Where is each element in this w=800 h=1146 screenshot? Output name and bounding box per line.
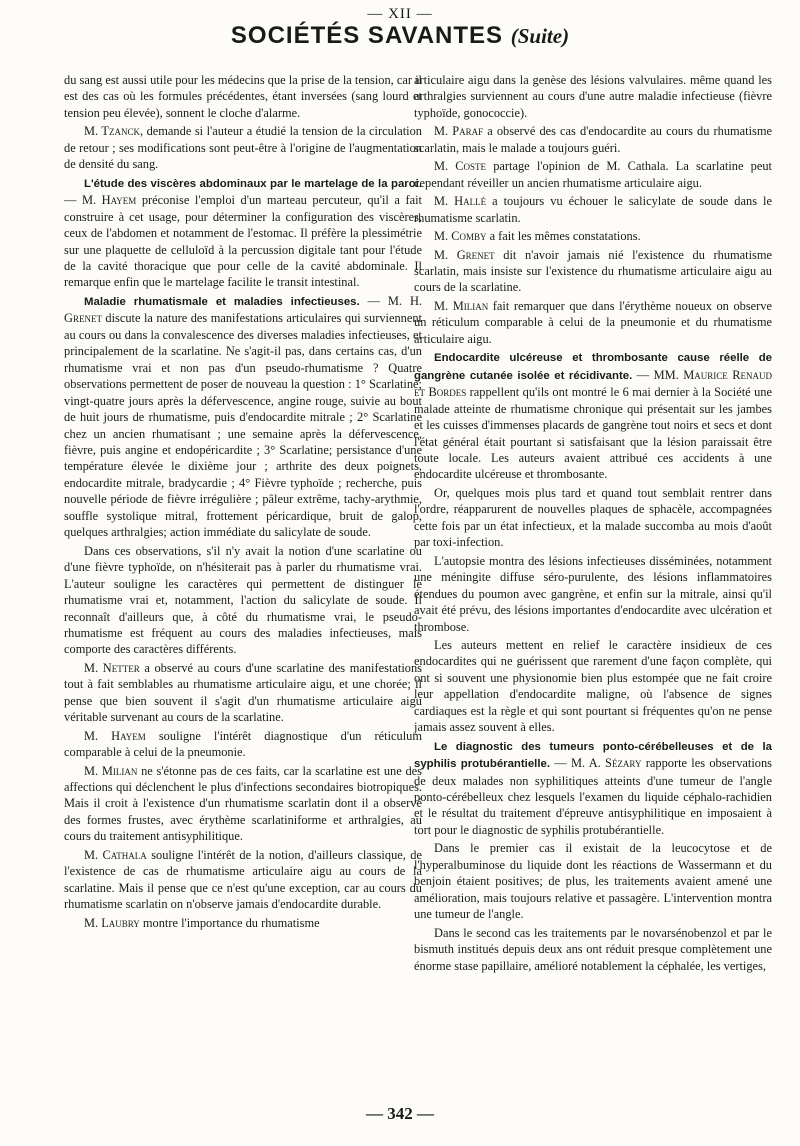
paragraph-text: partage l'opinion de M. Cathala. La scarlatine peut cependant réveiller un ancien rhumatisme articulaire aigu. bbox=[414, 159, 772, 190]
speaker-name: M. Comby bbox=[434, 229, 487, 244]
paragraph bbox=[64, 847, 422, 913]
paragraph bbox=[414, 298, 772, 347]
dash: — MM. bbox=[632, 367, 684, 382]
paragraph: articulaire aigu dans la genèse des lésions valvulaires. même quand les arthralgies surviennent au cours d'une autre maladie infectieuse (fièvre typhoïde, gonococcie). bbox=[414, 73, 772, 120]
paragraph bbox=[414, 228, 772, 244]
paragraph bbox=[64, 728, 422, 761]
section-heading bbox=[0, 22, 800, 50]
speaker-name: M. Milian bbox=[434, 298, 489, 313]
speaker-name: M. Grenet bbox=[434, 247, 495, 262]
paragraph-text: discute la nature des manifestations articulaires qui surviennent au cours ou dans la convalescence des diverses maladies infectieuses, et principalement de la scarlatine. Ne s'agit-il pas, dans certains cas, d'un rhumatisme vrai et non pas d'un pseudo-rhumatisme ? Quatre observations permettent de poser de nouveau la question : 1° Scarlatine; vingt-quatre jours après la défervescence, angine rouge, suivie au bout de huit jours de rhumatisme, puis d'endocardite mitrale ; 2° Scarlatine chez un ancien rhumatisant ; une semaine après la défervescence, fièvre, puis angine et endopéricardite ; 3° Scarlatine; persistance d'une température élevée le dixième jour ; arthrite des deux poignets, endocardite mitrale, bradycardie ; 4° Fièvre typhoïde ; recherche, puis nouvelle période de fièvre irrégulière ; pâleur extrême, tachy-arythmie, souffle systolique mitral, frottement péricardique, bruit de galop, quelques arthralgies; action immédiate du salicylate de soude. bbox=[64, 311, 422, 540]
speaker-name: M. H. Grenet bbox=[64, 293, 422, 326]
page-roman-number: — XII — bbox=[367, 6, 433, 22]
section-title: SOCIÉTÉS SAVANTES bbox=[230, 22, 504, 49]
speaker-name: Sézary bbox=[605, 756, 642, 771]
speaker-name: M. Tzanck bbox=[84, 124, 140, 139]
dash: — bbox=[359, 293, 388, 308]
paragraph-text: ne s'étonne pas de ces faits, car la scarlatine est une des affections qui déclenchent le plus d'infections secondaires biotropiques. Mais il croit à l'existence d'un rhumatisme scarlatin dont il a observé des formes frustes, avec érythème scarlatiniforme et arthralgies, au cours du traitement antisyphilitique. bbox=[64, 763, 422, 844]
paragraph: Dans le premier cas il existait de la leucocytose et de l'hyperalbuminose du liquide dont les réactions de Wassermann et du benjoin étaient positives; de plus, les traitements avaient amené une amélioration, mais toujours relative et passagère. L'intervention montra une tumeur de l'angle. bbox=[414, 841, 772, 922]
paragraph: du sang est aussi utile pour les médecins que la prise de la tension, car il est des cas où les formules précédentes, étant inversées (sang lourd et tension peu élevée), sonnent le cloche d'alarme. bbox=[64, 73, 422, 120]
paragraph bbox=[64, 763, 422, 845]
paragraph bbox=[64, 915, 422, 931]
paper-title: Endocardite ulcéreuse et thrombosante cause réelle de gangrène cutanée isolée et récidivante. bbox=[414, 352, 772, 382]
speaker-name: M. Hallé bbox=[434, 194, 487, 209]
paragraph bbox=[64, 660, 422, 726]
dash: — M. A. bbox=[550, 756, 606, 771]
paragraph-text: a observé au cours d'une scarlatine des manifestations tout à fait semblables au rhumatisme articulaire aigu, et une chorée; il pense que bien souvent il s'agit d'un rhumatisme articulaire aigu véritable survenant au cours de la scarlatine. bbox=[64, 660, 422, 725]
paper-title: Maladie rhumatismale et maladies infectieuses. bbox=[84, 295, 360, 308]
speaker-name: M. Hayem bbox=[84, 728, 146, 743]
paper-title: Le diagnostic des tumeurs ponto-cérébelleuses et de la syphilis protubérantielle. bbox=[414, 740, 772, 771]
paragraph bbox=[414, 349, 772, 483]
paragraph-text: préconise l'emploi d'un marteau percuteur, qu'il a fait construire à cet usage, pour déterminer la configuration des viscères, ceux de l'abdomen et notamment de l'estomac. Il préfère la plessimétrie sur une plaquette de celluloïd à la percussion digitale tant pour l'étude de la cavité thoracique que pour celle de la cavité abdominale. Il remarque enfin que le martelage facilite le transit intestinal. bbox=[64, 193, 422, 290]
paragraph-text: a observé des cas d'endocardite au cours du rhumatisme scarlatin, mais le malade a toujours guéri. bbox=[414, 124, 773, 155]
page-number: — 342 — bbox=[366, 1104, 434, 1123]
paragraph-text: a fait les mêmes constatations. bbox=[486, 229, 641, 244]
paragraph bbox=[64, 123, 422, 172]
paragraph: Les auteurs mettent en relief le caractère insidieux de ces endocardites qui ne guérissent que rarement d'une façon complète, qui ont si souvent une physionomie bien plus estompée que ne fait croire leur appellation d'endocardite maligne, où l'absence de signes cardiaques est la règle et qui sont pourtant si fréquentes qu'on ne pense jamais assez souvent à elles. bbox=[414, 637, 772, 735]
paragraph: Dans le second cas les traitements par le novarsénobenzol et par le bismuth institués depuis deux ans ont réduit presque complètement une énorme stase papillaire, amélioré notablement la céphalée, les vertiges, bbox=[414, 925, 772, 973]
paragraph bbox=[414, 158, 772, 191]
paragraph-text: a toujours vu échouer le salicylate de soude dans le rhumatisme scarlatin. bbox=[414, 194, 772, 225]
speaker-name: M. Coste bbox=[434, 159, 487, 174]
paragraph bbox=[414, 123, 772, 156]
speaker-name: M. Netter bbox=[84, 660, 140, 675]
paragraph bbox=[414, 193, 772, 226]
paragraph-text: rappellent qu'ils ont montré le 6 mai dernier à la Société une malade atteinte de rhumatisme chronique qui présentait sur les jambes et les cuisses d'immenses placards de gangrène tout noirs et secs et dont l'état général était pourtant si satisfaisant que la lésion paraissait être toute locale. Les auteurs avaient attribué ces accidents à une endocardite ulcéreuse et thrombosante. bbox=[414, 385, 772, 482]
paper-title: L'étude des viscères abdominaux par le martelage de la paroi. bbox=[84, 177, 422, 190]
dash: — bbox=[64, 193, 82, 208]
speaker-name: M. Laubry bbox=[84, 915, 140, 930]
paragraph-text: fait remarquer que dans l'érythème noueux on observe un réticulum comparable à celui de la pneumonie et du rhumatisme articulaire aigu. bbox=[414, 298, 772, 346]
paragraph bbox=[414, 247, 772, 296]
paragraph: Or, quelques mois plus tard et quand tout semblait rentrer dans l'ordre, réapparurent de nouvelles plaques de sphacèle, accompagnées cette fois par un état infectieux, et la malade succomba au mois d'août par toxi-infection. bbox=[414, 485, 772, 550]
left-column bbox=[64, 72, 422, 933]
paragraph: L'autopsie montra des lésions infectieuses disséminées, notamment une méningite diffuse séro-purulente, des lésions inflammatoires étendues du poumon avec gangrène, et enfin sur la mitrale, ainsi qu'il avait été prévu, des lésions importantes d'endocardite avec ulcération et thrombose. bbox=[414, 553, 772, 634]
paragraph-text: dit n'avoir jamais nié l'existence du rhumatisme scarlatin, mais insiste sur l'existence du rhumatisme articulaire aigu au cours de la scarlatine. bbox=[414, 247, 773, 295]
paragraph-text: rapporte les observations de deux malades non syphilitiques atteints d'une tumeur de l'angle ponto-cérébelleux chez lesquels l'examen du liquide céphalo-rachidien et le résultat du traitement d'épreuve antisyphilitique en imposaient à tort pour le diagnostic de syphilis protubérantielle. bbox=[414, 756, 772, 837]
paragraph bbox=[64, 293, 422, 541]
paragraph-text: souligne l'intérêt de la notion, d'ailleurs classique, de l'existence de cas de rhumatisme articulaire aigu au cours de la scarlatine. Mais il pense que ce n'est qu'une exception, car au cours du rhumatisme scarlatin on n'observe jamais d'endocardite durable. bbox=[64, 847, 422, 912]
section-suite: (Suite) bbox=[510, 24, 570, 48]
speaker-name: M. Paraf bbox=[434, 124, 484, 139]
speaker-name: M. Milian bbox=[84, 763, 138, 778]
speaker-name: Maurice Renaud et Bordes bbox=[414, 367, 772, 400]
paragraph bbox=[414, 738, 772, 839]
paragraph bbox=[64, 175, 422, 291]
right-column bbox=[414, 72, 772, 976]
paragraph-text: montre l'importance du rhumatisme bbox=[139, 915, 320, 930]
paragraph: Dans ces observations, s'il n'y avait la notion d'une scarlatine ou d'une fièvre typhoïde, on n'hésiterait pas à parler du rhumatisme vrai. L'auteur souligne les caractères qui permettent de distinguer le rhumatisme vrai et, notamment, l'action du salicylate de soude. Il reconnaît d'ailleurs que, à côté du rhumatisme vrai, le pseudo-rhumatisme est fréquent au cours des maladies infectieuses, mais comporte des caractères différents. bbox=[64, 543, 422, 657]
speaker-name: M. Cathala bbox=[84, 847, 147, 862]
paragraph-text: souligne l'intérêt diagnostique d'un réticulum comparable à celui de la pneumonie. bbox=[64, 728, 422, 760]
speaker-name: M. Hayem bbox=[81, 193, 137, 208]
paragraph-text: , demande si l'auteur a étudié la tension de la circulation de retour ; ses modifications sont peut-être à l'origine de l'augmentation de densité du sang. bbox=[64, 124, 422, 172]
